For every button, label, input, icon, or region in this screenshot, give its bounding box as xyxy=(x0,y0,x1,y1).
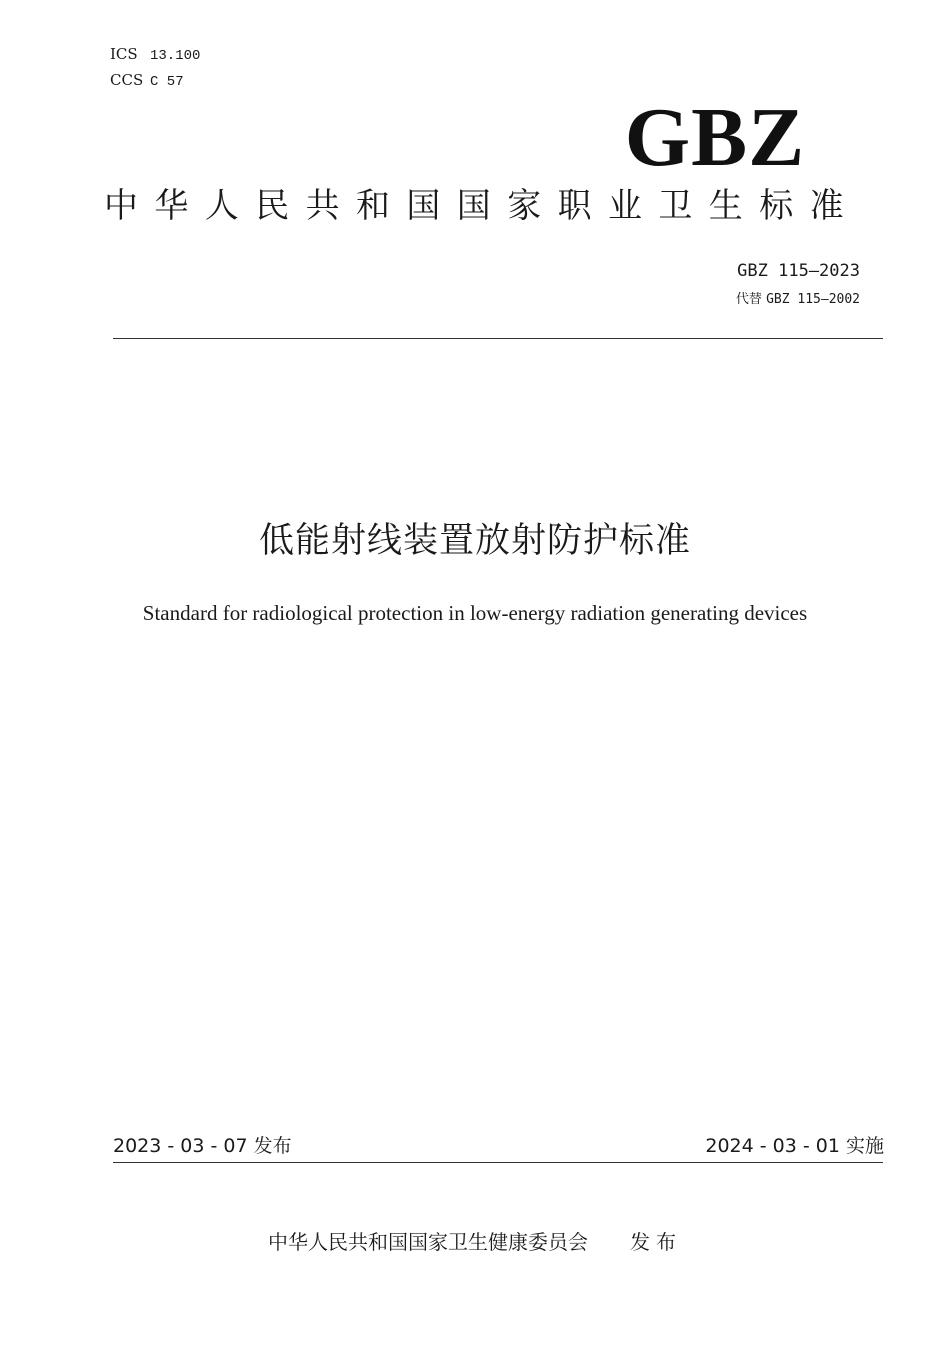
issuer-action: 发布 xyxy=(630,1230,682,1254)
implement-date: 2024 - 03 - 01 实施 xyxy=(705,1135,884,1157)
header-divider xyxy=(113,338,883,339)
replaces-line xyxy=(736,291,860,309)
issuer-line xyxy=(0,1228,950,1256)
standard-number: GBZ 115—2023 xyxy=(737,261,860,281)
issue-date: 2023 - 03 - 07 发布 xyxy=(113,1135,292,1157)
ccs-label: CCS xyxy=(110,71,144,89)
ics-code xyxy=(110,45,200,65)
ics-label: ICS xyxy=(110,45,138,63)
ccs-code xyxy=(110,71,184,91)
footer-divider xyxy=(113,1162,883,1163)
document-title-cn: 低能射线装置放射防护标准 xyxy=(258,521,691,561)
gbz-logo: GBZ xyxy=(624,91,806,184)
ics-value: 13.100 xyxy=(150,48,201,64)
replaces-label: 代替 xyxy=(735,292,762,307)
document-title-en: Standard for radiological protection in low-energy radiation generating devices xyxy=(142,601,808,625)
ccs-value: C 57 xyxy=(150,74,184,90)
org-title: 中华人民共和国国家职业卫生标准 xyxy=(104,186,860,226)
issuer-name: 中华人民共和国国家卫生健康委员会 xyxy=(268,1230,588,1254)
replaces-number: GBZ 115—2002 xyxy=(766,292,860,307)
